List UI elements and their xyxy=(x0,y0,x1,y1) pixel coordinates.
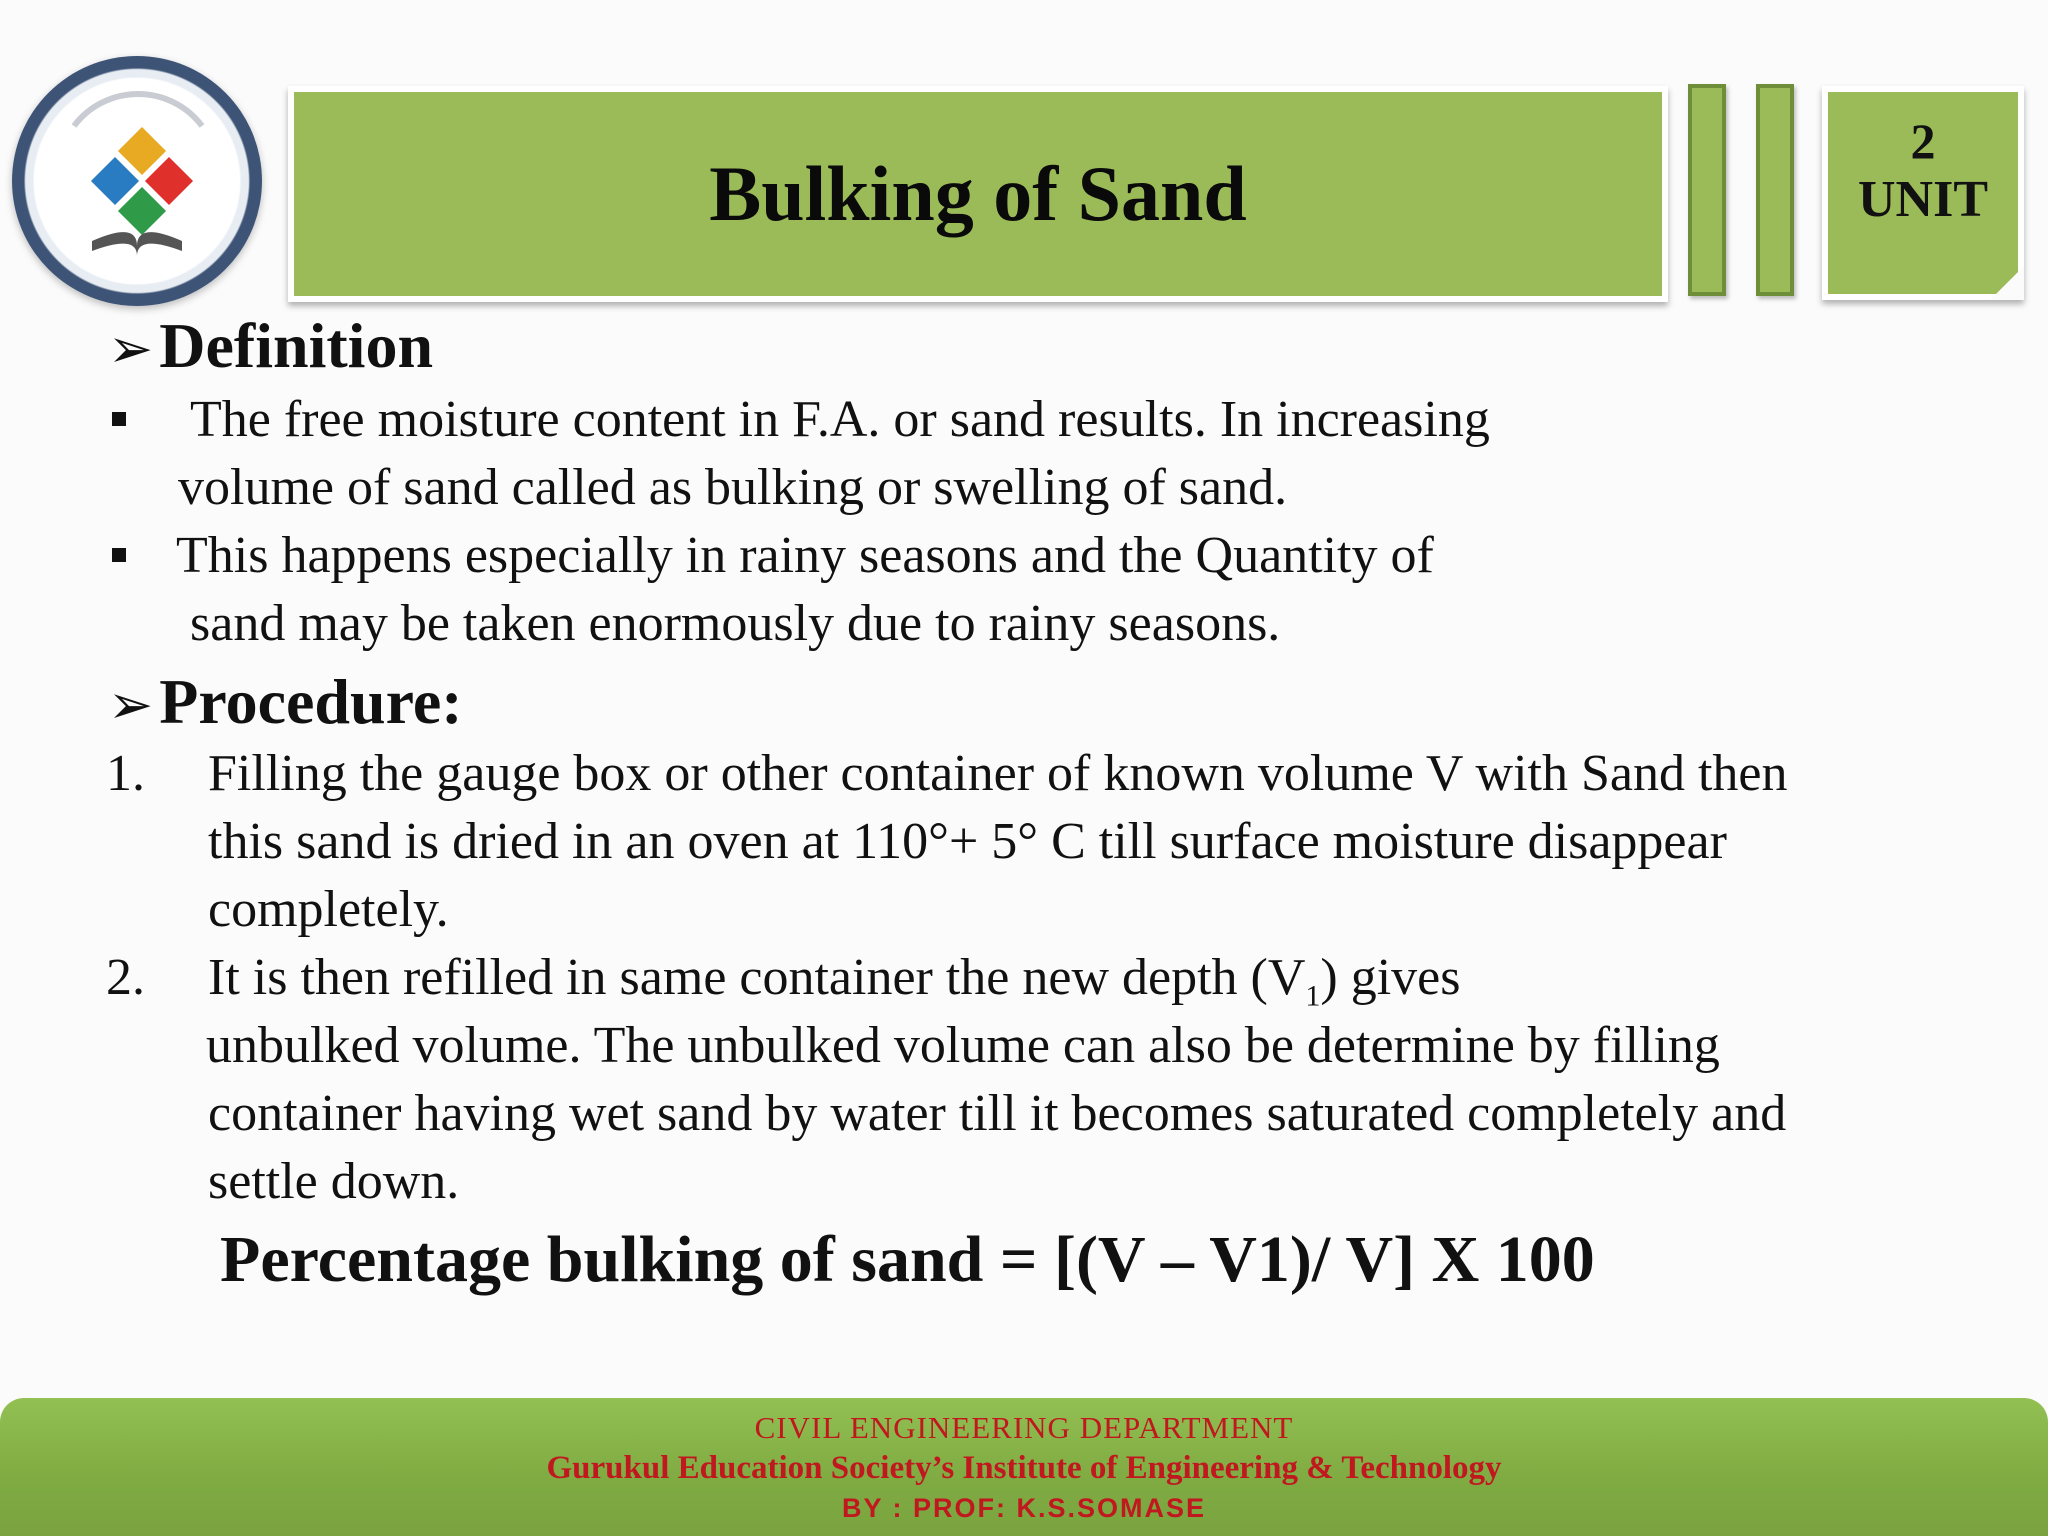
step-2-line-1: It is then refilled in same container the new depth $(V_1)$ gives xyxy=(208,949,1461,1013)
institute-logo xyxy=(12,56,262,306)
step-1-line-2: this sand is dried in an oven at 110°+ 5° C till surface moisture disappear xyxy=(208,813,1727,870)
title-banner xyxy=(288,86,1668,302)
definition-bullet-1-line-1: The free moisture content in F.A. or sand results. In increasing xyxy=(190,391,1490,448)
procedure-heading: ➢Procedure: xyxy=(108,666,463,737)
definition-bullet-2-line-1: This happens especially in rainy seasons and the Quantity of xyxy=(176,527,1434,584)
logo-emblem-icon xyxy=(12,56,262,306)
footer-author: BY : PROF: K.S.SOMASE xyxy=(841,1493,1207,1523)
definition-heading: ➢Definition xyxy=(108,310,434,381)
footer-institute: Gurukul Education Society’s Institute of Engineering & Technology xyxy=(546,1450,1502,1486)
square-bullet-icon xyxy=(112,548,126,562)
step-2-line-2: unbulked volume. The unbulked volume can also be determine by filling xyxy=(206,1017,1720,1074)
footer-department: CIVIL ENGINEERING DEPARTMENT xyxy=(754,1410,1294,1445)
step-2-line-4: settle down. xyxy=(208,1153,460,1210)
page-fold-icon xyxy=(1990,266,2024,300)
square-bullet-icon xyxy=(112,412,126,426)
unit-badge xyxy=(1822,86,2024,300)
step-1-line-1: Filling the gauge box or other container of known volume V with Sand then xyxy=(208,745,1788,802)
step-1-line-3: completely. xyxy=(208,881,449,938)
step-2-number: 2. xyxy=(106,949,145,1006)
definition-bullet-1-line-2: volume of sand called as bulking or swelling of sand. xyxy=(178,459,1288,516)
decorative-bar-left xyxy=(1688,84,1726,296)
slide-title: Bulking of Sand xyxy=(709,150,1247,237)
step-1-number: 1. xyxy=(106,745,145,802)
definition-bullet-2-line-2: sand may be taken enormously due to rainy seasons. xyxy=(190,595,1281,652)
footer-banner xyxy=(0,1398,2048,1536)
arrow-bullet-icon: ➢ xyxy=(108,673,154,736)
unit-label: UNIT xyxy=(1857,171,1989,228)
arrow-bullet-icon: ➢ xyxy=(108,317,154,380)
decorative-bar-right xyxy=(1756,84,1794,296)
step-2-line-3: container having wet sand by water till it becomes saturated completely and xyxy=(208,1085,1787,1142)
unit-number: 2 xyxy=(1910,113,1936,169)
bulking-formula: Percentage bulking of sand = [(V – V1)/ V] X 100 xyxy=(220,1223,1595,1296)
